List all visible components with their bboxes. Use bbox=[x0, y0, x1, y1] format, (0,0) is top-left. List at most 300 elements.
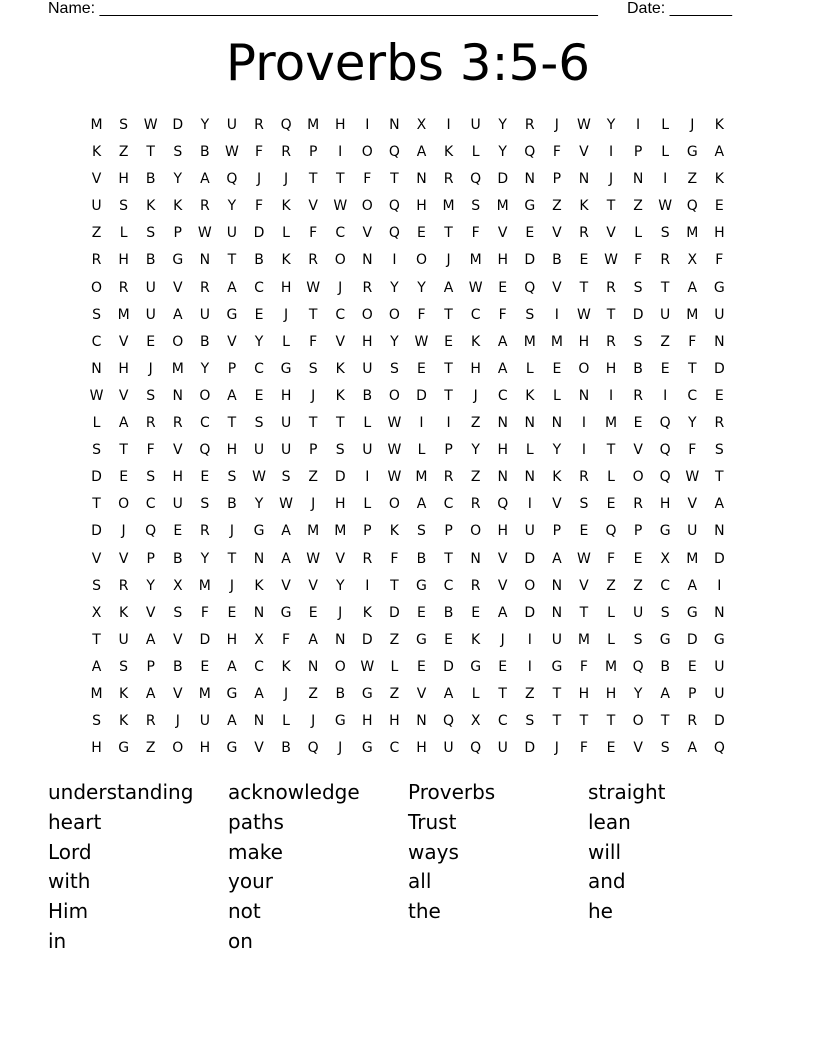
grid-letter: N bbox=[253, 550, 265, 567]
grid-letter: U bbox=[226, 117, 238, 133]
grid-letter: V bbox=[227, 333, 237, 350]
grid-letter: N bbox=[199, 252, 211, 269]
grid-letter: M bbox=[686, 225, 699, 242]
word-list-row bbox=[48, 838, 768, 868]
grid-letter: Z bbox=[606, 577, 616, 594]
grid-letter: C bbox=[254, 658, 264, 675]
grid-letter: G bbox=[713, 279, 725, 296]
grid-letter: L bbox=[525, 360, 534, 377]
grid-letter: W bbox=[360, 658, 375, 675]
grid-letter: K bbox=[281, 198, 291, 215]
grid-letter: I bbox=[663, 387, 668, 404]
grid-letter: N bbox=[578, 171, 590, 188]
grid-letter: T bbox=[227, 550, 237, 567]
grid-letter: E bbox=[714, 387, 724, 404]
grid-letter: V bbox=[552, 496, 562, 513]
grid-letter: N bbox=[578, 387, 590, 404]
grid-row bbox=[83, 735, 733, 762]
grid-letter: Z bbox=[91, 225, 102, 242]
grid-letter: S bbox=[254, 415, 264, 432]
grid-letter: Z bbox=[308, 469, 318, 486]
grid-letter: I bbox=[419, 415, 424, 432]
grid-letter: P bbox=[444, 523, 453, 540]
grid-letter: E bbox=[714, 198, 724, 215]
grid-letter: Q bbox=[280, 117, 292, 133]
grid-letter: F bbox=[606, 550, 616, 567]
grid-letter: R bbox=[118, 577, 129, 594]
grid-letter: X bbox=[470, 713, 481, 730]
grid-letter: K bbox=[281, 252, 291, 269]
grid-letter: U bbox=[226, 225, 238, 242]
grid-letter: D bbox=[416, 387, 427, 404]
grid-letter: A bbox=[443, 685, 454, 702]
grid-letter: B bbox=[200, 144, 210, 161]
grid-letter: S bbox=[146, 225, 156, 242]
grid-letter: D bbox=[443, 658, 454, 675]
grid-letter: Y bbox=[633, 685, 643, 702]
grid-letter: F bbox=[309, 333, 318, 350]
grid-letter: J bbox=[121, 523, 126, 540]
grid-letter: H bbox=[172, 469, 184, 486]
grid-row bbox=[83, 573, 733, 600]
grid-letter: U bbox=[253, 442, 265, 459]
grid-letter: C bbox=[145, 496, 156, 513]
grid-letter: E bbox=[552, 360, 562, 377]
letter-grid bbox=[83, 112, 733, 762]
grid-letter: W bbox=[604, 252, 618, 269]
grid-letter: G bbox=[253, 523, 265, 540]
grid-letter: A bbox=[416, 496, 427, 513]
grid-letter: O bbox=[361, 144, 373, 161]
grid-letter: V bbox=[91, 171, 102, 188]
grid-letter: H bbox=[714, 225, 725, 242]
word-list-row bbox=[48, 778, 768, 808]
grid-letter: L bbox=[92, 415, 101, 432]
grid-letter: E bbox=[444, 333, 453, 350]
grid-letter: R bbox=[687, 713, 698, 730]
grid-letter: I bbox=[365, 469, 370, 486]
grid-letter: A bbox=[687, 740, 698, 757]
word-list-item: will bbox=[588, 839, 622, 864]
grid-letter: A bbox=[443, 279, 454, 296]
grid-letter: H bbox=[578, 333, 590, 350]
grid-letter: C bbox=[443, 496, 454, 513]
grid-letter: L bbox=[363, 496, 372, 513]
grid-letter: W bbox=[577, 117, 591, 133]
grid-letter: P bbox=[227, 360, 237, 377]
grid-letter: X bbox=[172, 577, 183, 594]
grid-letter: V bbox=[552, 225, 562, 242]
grid-letter: D bbox=[524, 550, 536, 567]
grid-letter: I bbox=[608, 387, 614, 404]
grid-letter: O bbox=[334, 658, 346, 675]
grid-letter: W bbox=[577, 550, 591, 567]
grid-letter: Q bbox=[497, 496, 509, 513]
grid-letter: G bbox=[659, 631, 671, 648]
grid-letter: W bbox=[225, 144, 239, 161]
grid-letter: T bbox=[308, 415, 318, 432]
grid-letter: D bbox=[334, 469, 346, 486]
grid-letter: V bbox=[172, 685, 183, 702]
grid-letter: M bbox=[415, 469, 428, 486]
grid-letter: F bbox=[390, 550, 399, 567]
grid-letter: F bbox=[498, 306, 507, 323]
grid-letter: G bbox=[226, 685, 238, 702]
grid-letter: K bbox=[119, 685, 129, 702]
grid-row bbox=[83, 329, 733, 356]
grid-letter: M bbox=[686, 306, 699, 323]
grid-letter: D bbox=[361, 631, 373, 648]
grid-letter: C bbox=[687, 387, 698, 404]
grid-letter: A bbox=[660, 685, 670, 702]
grid-letter: C bbox=[199, 415, 210, 432]
grid-letter: T bbox=[606, 442, 616, 459]
grid-letter: Z bbox=[660, 333, 670, 350]
grid-letter: L bbox=[471, 144, 480, 161]
grid-letter: G bbox=[686, 604, 698, 621]
grid-letter: S bbox=[714, 442, 724, 459]
grid-letter: Y bbox=[254, 496, 264, 513]
grid-letter: S bbox=[173, 144, 183, 161]
grid-letter: S bbox=[308, 360, 318, 377]
grid-letter: O bbox=[199, 387, 211, 404]
grid-letter: N bbox=[416, 713, 427, 730]
grid-letter: E bbox=[633, 415, 643, 432]
grid-letter: O bbox=[334, 252, 346, 269]
grid-letter: G bbox=[280, 360, 292, 377]
grid-letter: N bbox=[497, 415, 508, 432]
grid-letter: M bbox=[171, 360, 184, 377]
grid-letter: J bbox=[554, 740, 559, 757]
grid-letter: H bbox=[389, 713, 400, 730]
grid-letter: F bbox=[254, 144, 264, 161]
grid-letter: J bbox=[473, 387, 478, 404]
grid-letter: I bbox=[554, 306, 559, 323]
grid-letter: I bbox=[338, 144, 343, 161]
grid-letter: A bbox=[497, 604, 508, 621]
grid-letter: Z bbox=[552, 198, 562, 215]
grid-letter: R bbox=[172, 415, 183, 432]
header-line bbox=[48, 0, 748, 20]
grid-letter: I bbox=[365, 577, 370, 594]
grid-letter: Z bbox=[633, 577, 643, 594]
grid-letter: J bbox=[175, 713, 180, 730]
grid-letter: R bbox=[362, 279, 373, 296]
grid-letter: S bbox=[146, 469, 156, 486]
grid-letter: J bbox=[148, 360, 153, 377]
grid-letter: R bbox=[254, 117, 264, 133]
grid-letter: W bbox=[306, 279, 321, 296]
grid-letter: H bbox=[605, 685, 617, 702]
grid-letter: B bbox=[416, 550, 427, 567]
grid-letter: N bbox=[253, 713, 265, 730]
grid-letter: V bbox=[579, 144, 589, 161]
grid-letter: Q bbox=[470, 740, 482, 757]
grid-letter: T bbox=[498, 685, 507, 702]
grid-letter: B bbox=[145, 252, 156, 269]
grid-letter: N bbox=[714, 523, 725, 540]
word-list-item: and bbox=[588, 869, 626, 894]
grid-letter: A bbox=[200, 171, 210, 188]
word-list-item: Trust bbox=[408, 809, 457, 834]
grid-letter: O bbox=[578, 360, 590, 377]
grid-letter: U bbox=[280, 442, 292, 459]
grid-letter: U bbox=[660, 306, 671, 323]
grid-letter: E bbox=[308, 604, 318, 621]
grid-letter: B bbox=[660, 658, 670, 675]
grid-letter: N bbox=[497, 469, 508, 486]
grid-letter: K bbox=[335, 360, 345, 377]
grid-letter: M bbox=[198, 577, 211, 594]
grid-letter: Y bbox=[200, 550, 210, 567]
grid-letter: T bbox=[308, 171, 318, 188]
word-list-item: lean bbox=[588, 809, 631, 834]
grid-letter: E bbox=[444, 631, 453, 648]
grid-letter: S bbox=[335, 442, 345, 459]
grid-letter: S bbox=[389, 360, 399, 377]
grid-letter: A bbox=[687, 279, 698, 296]
grid-letter: K bbox=[579, 198, 589, 215]
grid-letter: B bbox=[552, 252, 562, 269]
word-list-row bbox=[48, 897, 768, 927]
grid-letter: A bbox=[227, 658, 237, 675]
grid-letter: Z bbox=[524, 685, 535, 702]
grid-letter: L bbox=[119, 225, 128, 242]
grid-letter: L bbox=[607, 604, 615, 621]
grid-letter: P bbox=[633, 144, 643, 161]
grid-letter: V bbox=[497, 577, 508, 594]
grid-letter: O bbox=[632, 469, 644, 486]
grid-letter: O bbox=[388, 387, 400, 404]
grid-letter: J bbox=[229, 577, 234, 594]
grid-letter: M bbox=[198, 685, 211, 702]
grid-letter: Y bbox=[200, 360, 210, 377]
grid-letter: R bbox=[118, 279, 129, 296]
grid-letter: E bbox=[119, 469, 129, 486]
grid-letter: L bbox=[282, 225, 290, 242]
grid-letter: D bbox=[524, 252, 536, 269]
grid-letter: G bbox=[226, 306, 238, 323]
grid-row bbox=[83, 247, 733, 274]
grid-letter: H bbox=[280, 279, 292, 296]
grid-letter: S bbox=[633, 631, 643, 648]
grid-letter: E bbox=[471, 604, 481, 621]
grid-letter: K bbox=[443, 144, 454, 161]
grid-letter: C bbox=[443, 577, 454, 594]
grid-letter: K bbox=[714, 117, 724, 133]
grid-letter: C bbox=[660, 577, 671, 594]
grid-letter: O bbox=[415, 252, 427, 269]
grid-letter: E bbox=[146, 333, 156, 350]
grid-letter: M bbox=[469, 252, 482, 269]
grid-letter: O bbox=[361, 306, 373, 323]
grid-letter: Z bbox=[470, 469, 481, 486]
grid-letter: Q bbox=[659, 442, 671, 459]
grid-letter: P bbox=[146, 658, 155, 675]
grid-letter: T bbox=[335, 171, 345, 188]
date-field-label: Date: _______ bbox=[627, 0, 732, 17]
grid-letter: R bbox=[633, 387, 643, 404]
grid-letter: L bbox=[525, 442, 534, 459]
grid-letter: K bbox=[173, 198, 183, 215]
grid-letter: Q bbox=[199, 442, 211, 459]
grid-letter: I bbox=[527, 658, 532, 675]
grid-letter: K bbox=[281, 658, 291, 675]
grid-letter: R bbox=[579, 225, 589, 242]
grid-letter: S bbox=[281, 469, 291, 486]
grid-letter: R bbox=[199, 523, 210, 540]
grid-row bbox=[83, 112, 733, 139]
grid-letter: N bbox=[335, 631, 346, 648]
grid-letter: E bbox=[525, 225, 535, 242]
grid-letter: X bbox=[687, 252, 698, 269]
grid-letter: K bbox=[119, 713, 129, 730]
word-list-item: not bbox=[228, 899, 261, 924]
grid-letter: H bbox=[470, 360, 481, 377]
grid-letter: W bbox=[658, 198, 673, 215]
grid-letter: K bbox=[119, 604, 129, 621]
grid-letter: H bbox=[226, 631, 238, 648]
grid-letter: Z bbox=[470, 415, 481, 432]
grid-letter: S bbox=[92, 713, 101, 730]
grid-letter: M bbox=[604, 658, 618, 675]
grid-letter: L bbox=[661, 117, 670, 133]
grid-letter: F bbox=[146, 442, 155, 459]
grid-letter: G bbox=[280, 604, 292, 621]
grid-row bbox=[83, 627, 733, 654]
grid-letter: T bbox=[606, 306, 616, 323]
grid-letter: U bbox=[118, 631, 129, 648]
grid-letter: T bbox=[390, 171, 399, 188]
grid-letter: F bbox=[688, 442, 697, 459]
grid-letter: C bbox=[91, 333, 102, 350]
grid-letter: M bbox=[307, 117, 320, 133]
grid-letter: Q bbox=[524, 144, 536, 161]
grid-letter: V bbox=[118, 550, 129, 567]
grid-letter: M bbox=[604, 415, 618, 432]
grid-letter: Y bbox=[390, 279, 399, 296]
grid-letter: K bbox=[389, 523, 399, 540]
grid-letter: W bbox=[333, 198, 348, 215]
grid-letter: V bbox=[497, 225, 508, 242]
grid-letter: D bbox=[713, 550, 725, 567]
grid-letter: D bbox=[199, 631, 211, 648]
grid-row bbox=[83, 681, 733, 708]
grid-letter: Q bbox=[659, 415, 671, 432]
grid-letter: R bbox=[579, 469, 589, 486]
grid-letter: C bbox=[470, 306, 481, 323]
grid-letter: Z bbox=[633, 198, 643, 215]
grid-letter: V bbox=[362, 225, 373, 242]
grid-letter: S bbox=[525, 306, 535, 323]
grid-letter: W bbox=[143, 117, 158, 133]
grid-letter: P bbox=[552, 171, 562, 188]
grid-letter: I bbox=[608, 144, 614, 161]
grid-letter: W bbox=[577, 306, 591, 323]
grid-letter: N bbox=[714, 333, 725, 350]
grid-letter: R bbox=[714, 415, 725, 432]
grid-letter: E bbox=[254, 387, 264, 404]
grid-letter: W bbox=[306, 550, 321, 567]
grid-letter: H bbox=[334, 496, 346, 513]
grid-letter: A bbox=[254, 685, 264, 702]
grid-letter: G bbox=[226, 740, 238, 757]
word-list-item: with bbox=[48, 869, 91, 894]
grid-letter: J bbox=[311, 387, 316, 404]
grid-letter: S bbox=[579, 496, 589, 513]
grid-letter: Y bbox=[146, 577, 155, 594]
grid-letter: R bbox=[470, 577, 481, 594]
grid-letter: R bbox=[524, 117, 535, 133]
grid-letter: D bbox=[91, 469, 102, 486]
grid-letter: Q bbox=[307, 740, 319, 757]
grid-letter: G bbox=[470, 658, 482, 675]
grid-letter: F bbox=[363, 171, 372, 188]
grid-letter: F bbox=[200, 604, 209, 621]
grid-letter: T bbox=[444, 225, 453, 242]
grid-letter: W bbox=[252, 469, 266, 486]
grid-letter: N bbox=[551, 415, 563, 432]
grid-letter: D bbox=[686, 631, 698, 648]
grid-row bbox=[83, 302, 733, 329]
grid-letter: N bbox=[714, 604, 725, 621]
grid-letter: H bbox=[605, 360, 617, 377]
grid-letter: E bbox=[227, 604, 237, 621]
grid-letter: G bbox=[416, 577, 427, 594]
grid-letter: Y bbox=[173, 171, 183, 188]
word-list-item: in bbox=[48, 928, 67, 953]
grid-letter: M bbox=[90, 685, 103, 702]
grid-letter: N bbox=[551, 577, 563, 594]
grid-letter: F bbox=[254, 198, 264, 215]
grid-letter: H bbox=[118, 360, 129, 377]
grid-letter: Y bbox=[498, 117, 507, 133]
grid-letter: Q bbox=[388, 198, 400, 215]
grid-letter: N bbox=[524, 469, 536, 486]
grid-letter: A bbox=[118, 415, 129, 432]
grid-letter: H bbox=[578, 685, 590, 702]
grid-letter: J bbox=[284, 171, 289, 188]
grid-letter: J bbox=[284, 685, 289, 702]
grid-letter: R bbox=[281, 144, 291, 161]
grid-letter: G bbox=[361, 740, 373, 757]
word-list-item: understanding bbox=[48, 780, 194, 804]
grid-letter: M bbox=[577, 631, 590, 648]
grid-letter: U bbox=[470, 117, 481, 133]
grid-letter: Z bbox=[308, 685, 318, 702]
grid-letter: L bbox=[363, 415, 372, 432]
grid-letter: J bbox=[338, 604, 343, 621]
grid-letter: O bbox=[632, 713, 644, 730]
grid-letter: A bbox=[497, 333, 508, 350]
grid-letter: L bbox=[390, 658, 399, 675]
grid-letter: R bbox=[660, 252, 671, 269]
grid-letter: N bbox=[416, 171, 427, 188]
grid-letter: W bbox=[197, 225, 212, 242]
grid-letter: T bbox=[552, 713, 562, 730]
grid-letter: Q bbox=[632, 658, 644, 675]
grid-letter: T bbox=[92, 496, 101, 513]
grid-letter: D bbox=[524, 740, 536, 757]
grid-letter: M bbox=[442, 198, 455, 215]
grid-letter: U bbox=[362, 360, 373, 377]
grid-letter: V bbox=[579, 577, 589, 594]
grid-letter: G bbox=[361, 685, 373, 702]
grid-letter: S bbox=[525, 713, 535, 730]
word-list-item: Proverbs bbox=[408, 780, 496, 804]
grid-letter: A bbox=[281, 523, 291, 540]
grid-letter: D bbox=[713, 713, 725, 730]
